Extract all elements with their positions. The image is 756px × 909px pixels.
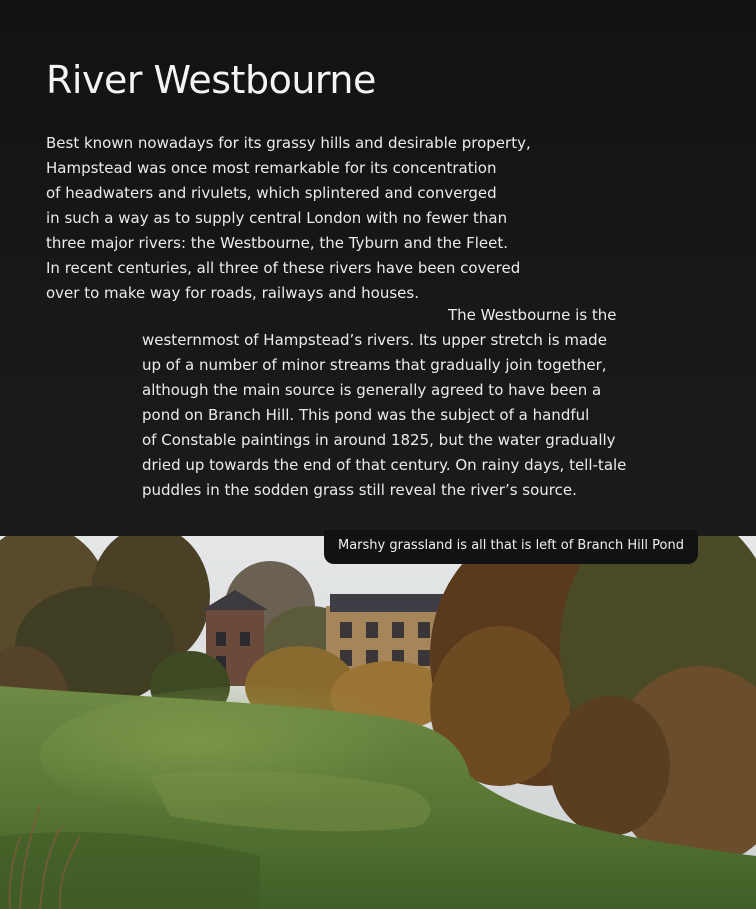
paragraph-line: In recent centuries, all three of these rivers have been covered [46, 259, 521, 277]
branch-hill-photo [0, 536, 756, 909]
paragraph-line: although the main source is generally agreed to have been a [142, 381, 602, 399]
paragraph-line: Best known nowadays for its grassy hills and desirable property, [46, 134, 531, 152]
landscape-illustration [0, 536, 756, 909]
paragraph-line: pond on Branch Hill. This pond was the subject of a handful [142, 406, 590, 424]
photo-caption: Marshy grassland is all that is left of Branch Hill Pond [324, 530, 698, 564]
paragraph-line: westernmost of Hampstead’s rivers. Its upper stretch is made [142, 331, 607, 349]
paragraph-line: puddles in the sodden grass still reveal the river’s source. [142, 481, 577, 499]
paragraph-line: Hampstead was once most remarkable for its concentration [46, 159, 497, 177]
westbourne-paragraph [142, 303, 626, 503]
paragraph-line: The Westbourne is the [448, 306, 617, 324]
paragraph-line: over to make way for roads, railways and houses. [46, 284, 419, 302]
paragraph-line: in such a way as to supply central London with no fewer than [46, 209, 508, 227]
paragraph-line: of Constable paintings in around 1825, but the water gradually [142, 431, 616, 449]
paragraph-line: dried up towards the end of that century. On rainy days, tell-tale [142, 456, 627, 474]
paragraph-line: up of a number of minor streams that gradually join together, [142, 356, 607, 374]
intro-paragraph [46, 131, 531, 306]
paragraph-line: of headwaters and rivulets, which splintered and converged [46, 184, 497, 202]
paragraph-line: three major rivers: the Westbourne, the Tyburn and the Fleet. [46, 234, 508, 252]
page-title: River Westbourne [46, 58, 376, 102]
